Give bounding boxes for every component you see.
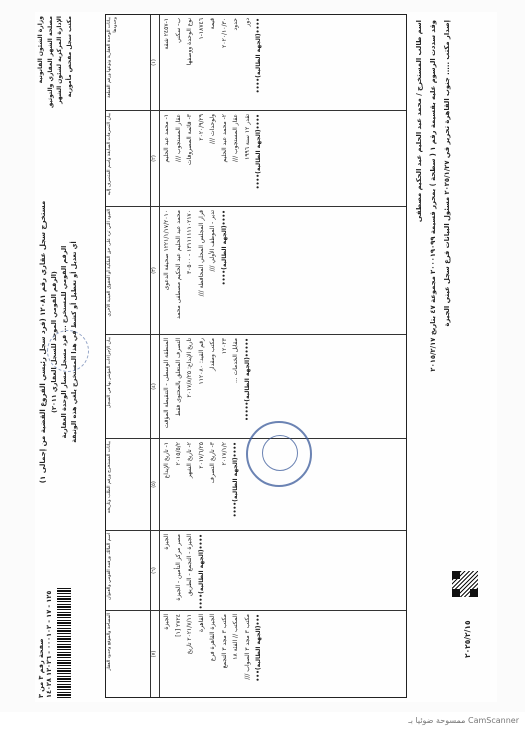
column-header: المساحة والموقع وحدود العقار xyxy=(106,611,151,697)
cell-line: قرار المجلس المحلي المحافظة /// xyxy=(197,210,205,297)
column-number: (٤) xyxy=(151,335,160,438)
ministry-line: الإدارة المركزية لشئون الشهر xyxy=(56,16,63,104)
ministry-line: وزارة الشئون القانونية xyxy=(37,16,44,84)
fees-line: وقد سددت الرسوم عليه بقسيمة رقم ١ ( سطحة ) بمحرر قسيمة ٢٠٠٠١٩٠٩٩ مجموعة ٤٧ بتاريخ ٢٠١٥/٢/١٧ xyxy=(429,20,437,372)
cell-line: ٢٧٢٤ [١] xyxy=(174,614,182,637)
issue-date: ٢٠٢٥/٢/١٥ xyxy=(463,620,472,658)
document-header xyxy=(35,12,103,702)
cell-line: ولوحدات /// xyxy=(209,114,216,144)
cell-line: ١-٢٤٥٧ شقة xyxy=(163,18,170,50)
requester-line: اسم طالب المستخرج / محمد عبد الحليم عبد الحكيم مصطفى xyxy=(415,20,423,223)
cell-line: ••••(الجهة الطالبة)•••• xyxy=(220,210,228,286)
cell-line: ١٣١١١١١١٠٢١٧٠ - ٣٠٥٠٠ xyxy=(186,210,193,275)
column-number: (١) xyxy=(151,15,160,110)
cell-line: تقدر ١٢ سنة ١٩٩٦ xyxy=(243,114,251,160)
cell-line: •••••(الجهة الطالبة)••••• xyxy=(243,338,251,421)
camscanner-watermark: ممسوحة ضوئيا بـ CamScanner xyxy=(408,716,519,725)
cell-line: ••••(الجهة الطالبة)•••• xyxy=(255,114,262,190)
issuer-line: إصدار مكتب ..... جنوب القاهرة تحرير في ٢٠٢٥/١/٢٧ مسئول البيانات فرع سجل عيني الجيزة xyxy=(443,20,451,327)
column-body xyxy=(160,531,212,610)
table-column-1 xyxy=(106,15,406,111)
column-number: (٥) xyxy=(151,439,160,530)
cell-line: الجيزة القاهرة فرع xyxy=(209,614,216,662)
cell-line: ٢٠١٧/١/٢ xyxy=(220,442,228,466)
cell-line: محمد عبد الحليم عبد الحكيم مصطفى محمد xyxy=(174,210,182,319)
cell-line: ١- تاريخ الإيداع xyxy=(163,442,170,479)
column-number: (٦) xyxy=(151,531,160,610)
title-line: أي تعديل أو تعطيل أو كشط في هذا المستخرج يلغي هذه الوثيقة xyxy=(69,241,78,443)
ministry-line: مصلحة الشهر العقاري والتوثيق xyxy=(46,16,54,108)
table-column-3 xyxy=(106,207,406,335)
page-label: صفحة رقم ٣ من ٣ xyxy=(37,638,45,698)
cell-line: حدود xyxy=(232,18,239,31)
page-number-box xyxy=(37,578,71,698)
column-header: بيانات المستخرج ورقم الطلب وتاريخه xyxy=(106,439,151,530)
cell-line: القاهرة xyxy=(197,614,205,632)
cell-line: قيمة xyxy=(209,18,216,30)
cell-line: ••••(الجهة الطالبة)•••• xyxy=(197,534,205,610)
table-column-7 xyxy=(106,611,406,697)
cell-line: ٢٠٢١/٧/١١ تاريخ xyxy=(186,614,193,655)
column-body xyxy=(160,335,258,438)
cell-line: •••(الجهة الطالبة)••• xyxy=(255,614,262,682)
column-header: القيود التي ترد على حق الملكية أو الحقوق العينية الأخرى xyxy=(106,207,151,334)
table-column-4 xyxy=(106,335,406,439)
column-number: (٢) xyxy=(151,111,160,206)
cell-line: ٣- تاريخ التصرف xyxy=(209,442,216,484)
cell-line: عقار المستجوب /// xyxy=(174,114,182,162)
column-body xyxy=(160,15,270,110)
cell-line: نوع الوحدة ووصفها xyxy=(186,18,193,66)
cell-line: مصر مركز التأمين - الجيزة xyxy=(174,534,182,601)
column-header: اسم المالك ورقمه القومي والعنوان xyxy=(106,531,151,610)
cell-line: الجيزة xyxy=(163,534,170,550)
ministry-line: مكتب سجل مفحص مأمورية xyxy=(65,16,73,98)
column-body xyxy=(160,611,270,697)
ministry-block xyxy=(37,16,75,136)
cell-line: ١٢٢١/١/١٧/٢٠١٠ صحيفة الدعوى xyxy=(163,210,170,291)
cell-line: ٢٠١٧/٦/٢٥ xyxy=(197,442,205,469)
cell-line: رقم القيد: ١١٢٠٨٠ xyxy=(197,338,205,385)
cell-line: تدير - الموظف الأولي /// xyxy=(209,210,216,272)
cell-line: الجيزة - التجمع - الطريق xyxy=(186,534,193,596)
cell-line: مقابل الخدمات ... xyxy=(232,338,239,384)
cell-line: عقار المستجوب /// xyxy=(232,114,239,162)
cell-line: ٢٠٢٠/١٠/٣٠ xyxy=(220,18,228,48)
cell-line: الجيزة xyxy=(163,614,170,630)
cell-line: مكتب ومقدار xyxy=(209,338,216,371)
cell-line: ••••(الجهة الطالبة)•••• xyxy=(232,442,239,518)
title-line: (الرقم القومي الموحد للسجل العقاري ٢٠١١) xyxy=(49,271,58,413)
title-line: الرقم القومي للمستخرج ... فرد مسجل مسار الوحدة العقارية xyxy=(59,245,68,439)
cell-line: ٢- تاريخ الشهر xyxy=(186,442,193,479)
official-stamp xyxy=(246,421,312,487)
document-sheet xyxy=(35,12,497,702)
column-number: (٣) xyxy=(151,207,160,334)
cell-line: تاريخ الإيداع: ٢٠١٧/٨/٢٥ xyxy=(186,338,193,398)
cell-line: ٢- محمد عبد الحليم xyxy=(220,114,228,163)
column-body xyxy=(160,207,235,334)
column-number: (٧) xyxy=(151,611,160,697)
header-seal xyxy=(47,330,89,372)
column-body xyxy=(160,111,270,206)
cell-line: ٢٠١٥/٥/٢ xyxy=(174,442,182,466)
document-footer xyxy=(411,16,491,698)
cell-line: ••••(الجهة الطالبة)•••• xyxy=(255,18,262,94)
table-column-6 xyxy=(106,531,406,611)
column-body xyxy=(160,439,247,530)
title-line: مستخرج سجل عقاري رقم ١٢٠٨١ (فرد سجل رئيسي الفروع القضية من إجمالى ١) xyxy=(39,200,47,484)
cell-line: ٣- قائمة المصروفات xyxy=(186,114,193,165)
qr-code xyxy=(451,570,479,598)
barcode xyxy=(57,588,71,698)
cell-line: ٢٠٢٠/٩/٢٩ xyxy=(197,114,205,141)
column-header: بيانات الوحدة العقارية ونوعها ورقم القطعة وحدودها xyxy=(106,15,151,110)
cell-line: ب- سكني xyxy=(174,18,182,43)
cell-line: مكتب ٣ مجد ٣ التجمع xyxy=(220,614,228,669)
cell-line: المنطقة الوسطى - التنقيطة المؤقت xyxy=(163,338,170,429)
cell-line: دور xyxy=(243,18,251,27)
cell-line: مكتب ٣ مجد ٣ الصواب /// xyxy=(243,614,251,680)
cell-line: ١٢٠٢٣ xyxy=(220,338,228,355)
cell-line: ١- محمد عبد الحليم xyxy=(163,114,170,163)
cell-line: المكتب // الفئة ١٨ xyxy=(232,614,239,660)
column-header: بيان الإجراءات المؤشر بها في السجل xyxy=(106,335,151,438)
records-table xyxy=(105,14,407,698)
cell-line: ١٨٧٤٦-١ xyxy=(197,18,205,40)
page-code: ١٢٥ - ١٧ - ٠٠٠١٠٢ - ١٢٠٢٦ ١٤٠٢٨ xyxy=(45,590,54,698)
table-column-2 xyxy=(106,111,406,207)
column-header: بيان التصرفات السابقة واسم المتصرف إليه xyxy=(106,111,151,206)
cell-line: التصرف المتعلق بالمحتوى فقط xyxy=(174,338,182,417)
document-sheet-wrapper xyxy=(35,12,497,702)
